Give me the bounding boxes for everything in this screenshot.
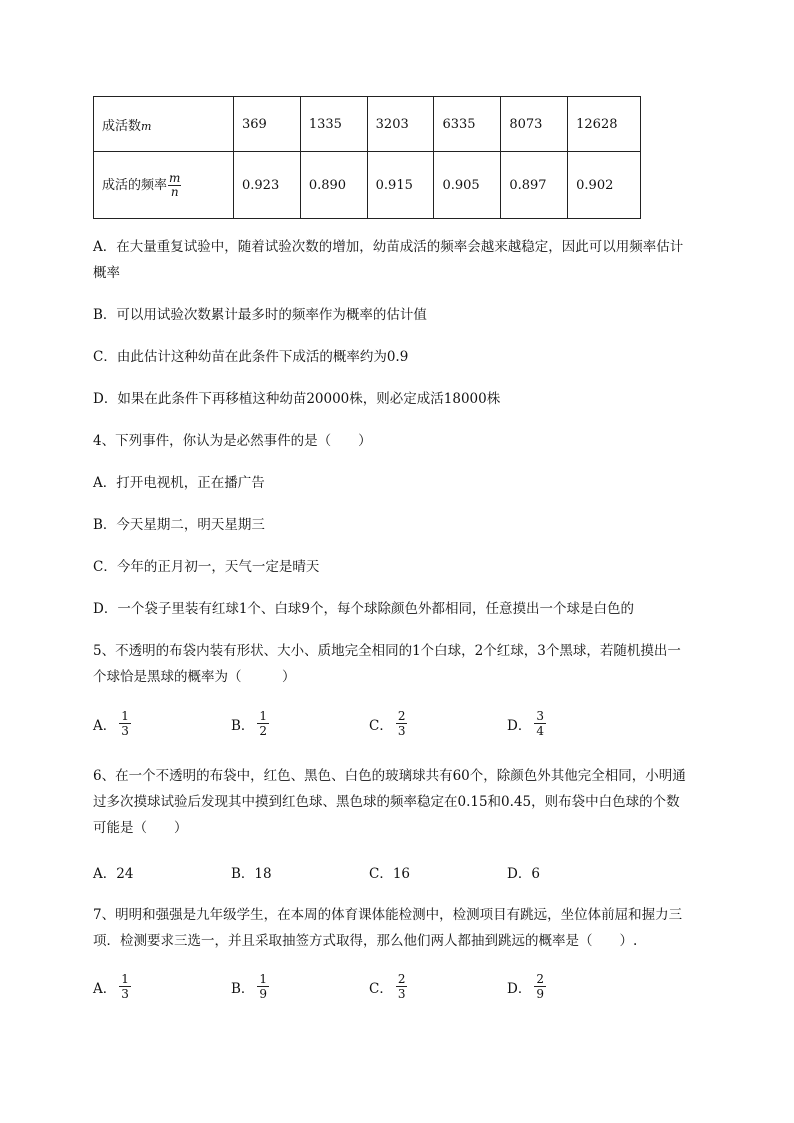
q4-option-a: A．打开电视机，正在播广告 — [93, 475, 265, 491]
q5-option-d: D． $\frac{3}{4}$ — [507, 709, 544, 738]
table-header-survival-frequency: 成活的频率 $\frac{m}{n}$ — [94, 152, 234, 219]
q7-stem-cont: 项．检测要求三选一，并且采取抽签方式取得，那么他们两人都抽到跳远的概率是（ ）. — [93, 933, 638, 949]
table-cell: 0.897 — [501, 152, 568, 219]
table-cell: 8073 — [501, 97, 568, 152]
table-cell: 1335 — [300, 97, 367, 152]
table-row-survival-count — [94, 97, 641, 152]
q4-option-d: D．一个袋子里装有红球1个、白球9个，每个球除颜色外都相同，任意摸出一个球是白色的 — [93, 601, 635, 617]
table-cell: 0.923 — [234, 152, 301, 219]
table-cell: 369 — [234, 97, 301, 152]
q7-stem: 7、明明和强强是九年级学生，在本周的体育课体能检测中，检测项目有跳远，坐位体前屈和握力三 — [93, 907, 683, 923]
table-cell: 0.890 — [300, 152, 367, 219]
q6-stem-cont2: 可能是（ ） — [93, 820, 188, 836]
q6-option-a: A．24 — [93, 866, 134, 882]
q4-option-b: B．今天星期二，明天星期三 — [93, 517, 265, 533]
q4-option-c: C．今年的正月初一，天气一定是晴天 — [93, 559, 320, 575]
q3-option-d: D．如果在此条件下再移植这种幼苗20000株，则必定成活18000株 — [93, 391, 501, 407]
fraction-m-over-n: $\frac{m}{n}$ — [169, 170, 181, 199]
q3-option-c: C．由此估计这种幼苗在此条件下成活的概率约为0.9 — [93, 349, 409, 365]
q7-options — [93, 972, 713, 1012]
q5-option-c: C． $\frac{2}{3}$ — [369, 709, 406, 738]
q3-option-a: A．在大量重复试验中，随着试验次数的增加，幼苗成活的频率会越来越稳定，因此可以用频率估计 — [93, 239, 684, 255]
q3-option-a-cont: 概率 — [93, 265, 120, 281]
q5-options — [93, 709, 713, 749]
q5-option-b: B． $\frac{1}{2}$ — [231, 709, 268, 738]
table-cell: 12628 — [568, 97, 641, 152]
table-cell: 0.902 — [568, 152, 641, 219]
q6-option-b: B．18 — [231, 866, 272, 882]
table-cell: 0.905 — [434, 152, 501, 219]
q5-stem-cont: 个球恰是黑球的概率为（ ） — [93, 669, 296, 685]
q6-option-d: D．6 — [507, 866, 540, 882]
q6-stem: 6、在一个不透明的布袋中，红色、黑色、白色的玻璃球共有60个，除颜色外其他完全相同，小明通 — [93, 768, 686, 784]
q5-option-a: A． $\frac{1}{3}$ — [93, 709, 129, 738]
q6-options — [93, 862, 713, 884]
q3-option-b: B．可以用试验次数累计最多时的频率作为概率的估计值 — [93, 307, 427, 323]
q6-stem-cont: 过多次摸球试验后发现其中摸到红色球、黑色球的频率稳定在0.15和0.45，则布袋中白色球的个数 — [93, 794, 680, 810]
table-cell: 0.915 — [367, 152, 434, 219]
q7-option-b: B． $\frac{1}{9}$ — [231, 972, 268, 1001]
table-cell: 3203 — [367, 97, 434, 152]
q7-option-c: C． $\frac{2}{3}$ — [369, 972, 406, 1001]
q6-option-c: C．16 — [369, 866, 411, 882]
q7-option-a: A． $\frac{1}{3}$ — [93, 972, 129, 1001]
q4-stem: 4、下列事件，你认为是必然事件的是（ ） — [93, 433, 372, 449]
table-cell: 6335 — [434, 97, 501, 152]
q5-stem: 5、不透明的布袋内装有形状、大小、质地完全相同的1个白球，2个红球，3个黑球，若随机摸出一 — [93, 643, 681, 659]
q7-option-d: D． $\frac{2}{9}$ — [507, 972, 544, 1001]
survival-data-table — [93, 96, 641, 219]
table-row-survival-frequency — [94, 152, 641, 219]
table-header-survival-count: 成活数m — [94, 97, 234, 152]
